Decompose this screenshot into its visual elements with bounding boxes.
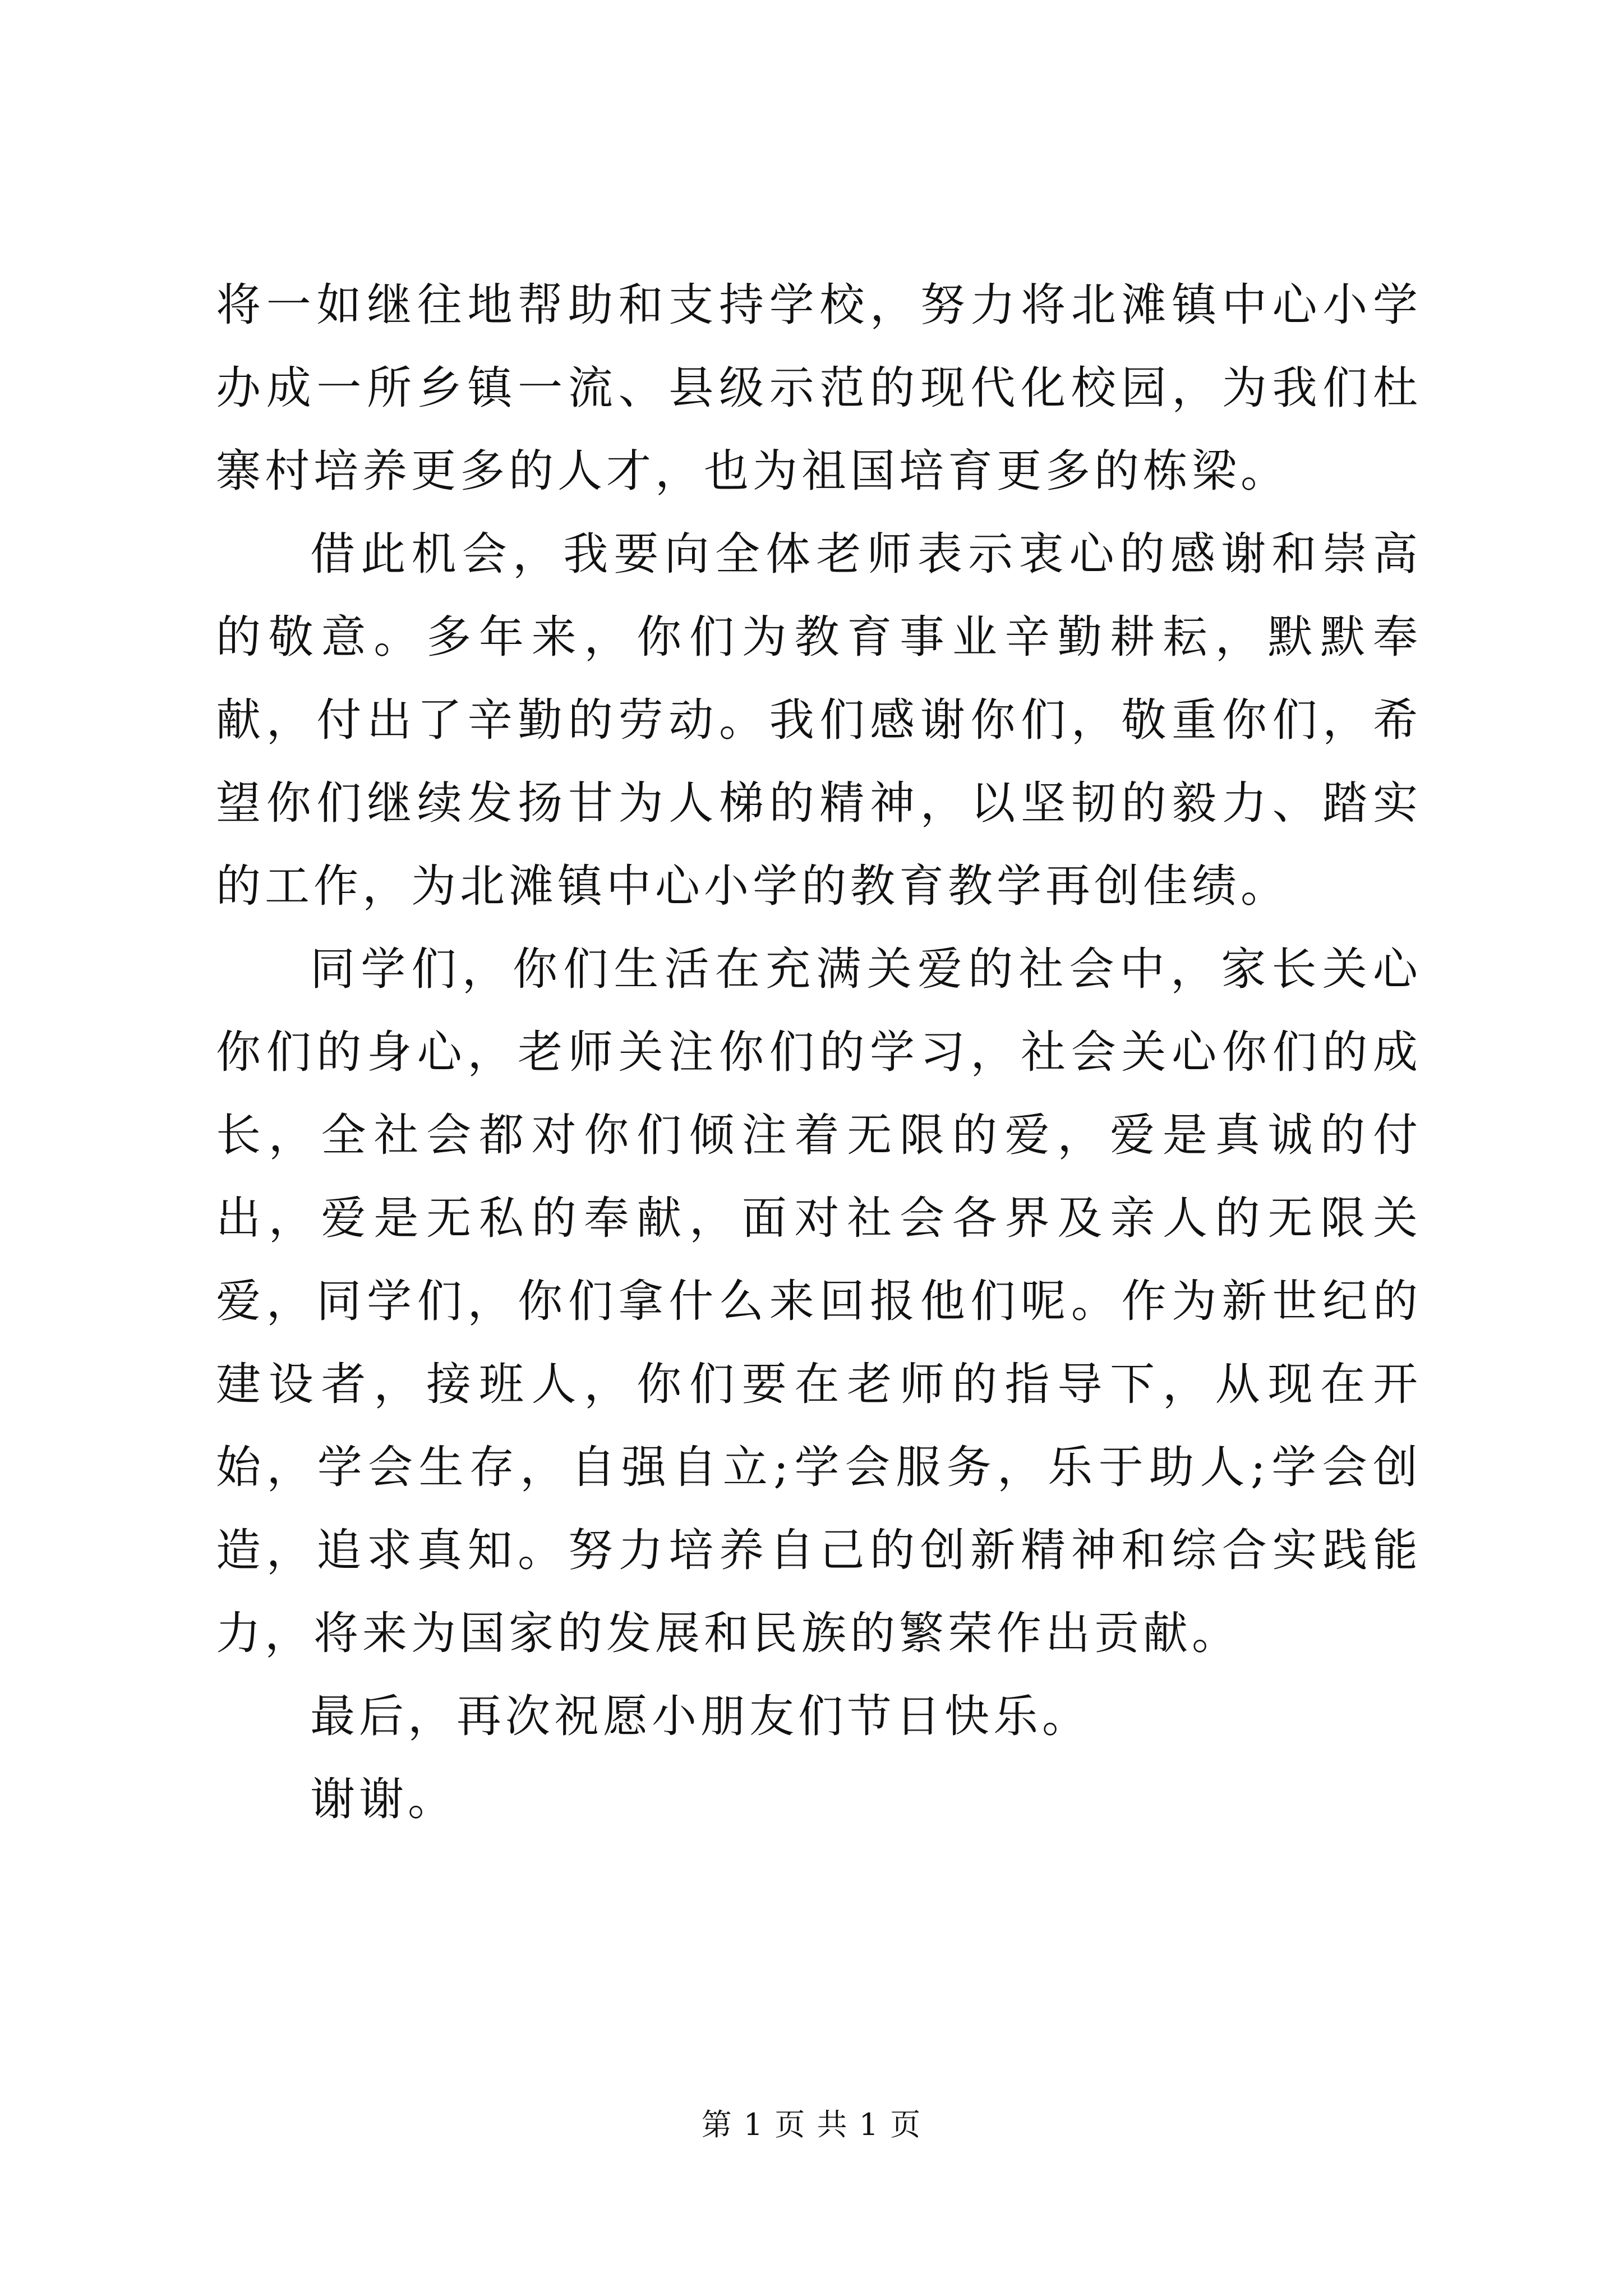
paragraph-closing-wishes: 最后，再次祝愿小朋友们节日快乐。: [310, 1690, 1091, 1742]
paragraph-thanks-teachers: 借此机会，我要向全体老师表示衷心的感谢和崇高的敬意。多年来，你们为教育事业辛勤耕耘，默默奉献，付出了辛勤的劳动。我们感谢你们，敬重你们，希望你们继续发扬甘为人梯的精神，以坚韧的毅力、踏实的工作，为北滩镇中心小学的教育教学再创佳绩。: [216, 528, 1422, 912]
document-body: [216, 264, 1422, 1841]
page-footer: 第 1 页 共 1 页: [701, 2107, 922, 2142]
paragraph-thank-you: 谢谢。: [310, 1773, 457, 1825]
paragraph-continuation: 将一如继往地帮助和支持学校，努力将北滩镇中心小学办成一所乡镇一流、县级示范的现代化校园，为我们杜寨村培养更多的人才，也为祖国培育更多的栋梁。: [216, 279, 1422, 497]
paragraph-students: 同学们，你们生活在充满关爱的社会中，家长关心你们的身心，老师关注你们的学习，社会关心你们的成长，全社会都对你们倾注着无限的爱，爱是真诚的付出，爱是无私的奉献，面对社会各界及亲人的无限关爱，同学们，你们拿什么来回报他们呢。作为新世纪的建设者，接班人，你们要在老师的指导下，从现在开始，学会生存，自强自立;学会服务，乐于助人;学会创造，追求真知。努力培养自己的创新精神和综合实践能力，将来为国家的发展和民族的繁荣作出贡献。: [216, 943, 1422, 1659]
